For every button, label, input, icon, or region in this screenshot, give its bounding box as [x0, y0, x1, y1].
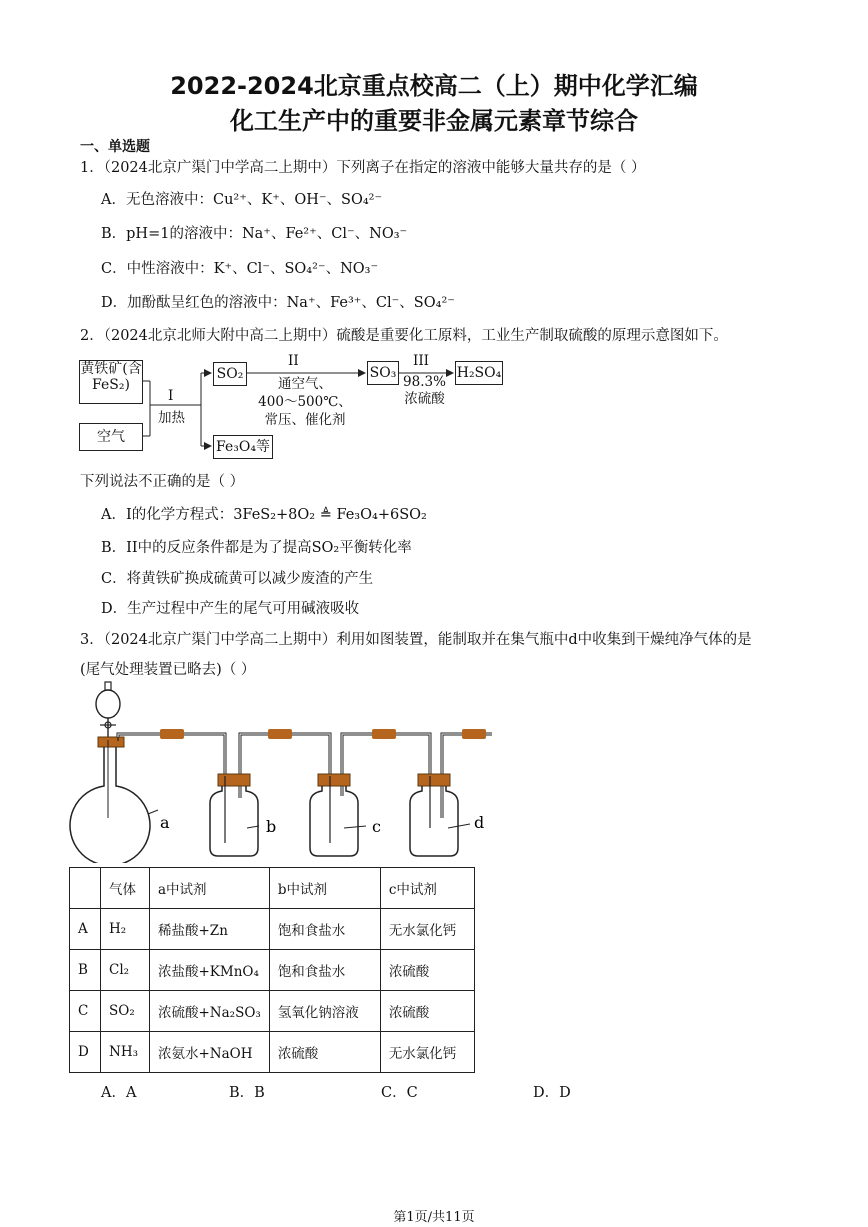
q1-option-b: B．pH=1的溶液中：Na⁺、Fe²⁺、Cl⁻、NO₃⁻ — [101, 226, 408, 242]
air-label: 空气 — [97, 429, 125, 445]
round-bottom-flask-a-icon — [70, 733, 158, 863]
q1-option-d: D．加酚酞呈红色的溶液中：Na⁺、Fe³⁺、Cl⁻、SO₄²⁻ — [101, 295, 455, 311]
table-cell: D — [70, 1032, 101, 1073]
table-cell: 浓硫酸 — [380, 991, 474, 1032]
table-cell: 氢氧化钠溶液 — [269, 991, 380, 1032]
table-cell: 饱和食盐水 — [269, 950, 380, 991]
table-header-cell: c中试剂 — [380, 868, 474, 909]
table-cell: 浓氨水+NaOH — [150, 1032, 270, 1073]
q2-stem: 2．（2024北京北师大附中高二上期中）硫酸是重要化工原料，工业生产制取硫酸的原理示意图如下。 — [80, 328, 728, 344]
q3-stem-line-2: (尾气处理装置已略去)（ ） — [80, 662, 256, 678]
step-1-condition: 加热 — [158, 410, 185, 426]
step-1-number: I — [168, 388, 174, 404]
table-header-cell: 气体 — [101, 868, 150, 909]
air-box — [79, 423, 143, 451]
table-cell: B — [70, 950, 101, 991]
q2-option-b: B．II中的反应条件都是为了提高SO₂平衡转化率 — [101, 540, 412, 556]
q1-option-a: A．无色溶液中：Cu²⁺、K⁺、OH⁻、SO₄²⁻ — [101, 192, 383, 208]
table-cell: 饱和食盐水 — [269, 909, 380, 950]
table-cell: 浓硫酸 — [269, 1032, 380, 1073]
so2-label: SO₂ — [216, 366, 244, 382]
table-cell: SO₂ — [101, 991, 150, 1032]
section-heading: 一、单选题 — [80, 139, 150, 155]
ore-label: 黄铁矿(含FeS₂) — [80, 361, 142, 394]
fe3o4-box — [213, 435, 273, 459]
q1-option-c: C．中性溶液中：K⁺、Cl⁻、SO₄²⁻、NO₃⁻ — [101, 261, 379, 277]
table-cell: H₂ — [101, 909, 150, 950]
table-cell: Cl₂ — [101, 950, 150, 991]
table-cell: A — [70, 909, 101, 950]
q2-option-d: D．生产过程中产生的尾气可用碱液吸收 — [101, 601, 360, 617]
gas-bottle-c-icon — [310, 774, 366, 856]
step-3-condition-1: 98.3% — [403, 374, 446, 390]
table-header-cell — [70, 868, 101, 909]
q3-stem-line-1: 3．（2024北京广渠门中学高二上期中）利用如图装置，能制取并在集气瓶中d中收集到干燥纯净气体的是 — [80, 632, 752, 648]
label-d: d — [474, 813, 485, 832]
page-footer: 第1页/共11页 — [393, 1210, 475, 1225]
table-row — [70, 909, 475, 950]
h2so4-box — [455, 361, 503, 385]
so3-box — [367, 361, 399, 385]
table-cell: 无水氯化钙 — [380, 909, 474, 950]
table-cell: NH₃ — [101, 1032, 150, 1073]
label-c: c — [372, 817, 381, 836]
table-cell: 浓硫酸 — [380, 950, 474, 991]
step-2-number: II — [288, 353, 299, 369]
table-cell: 浓硫酸+Na₂SO₃ — [150, 991, 270, 1032]
ore-box — [79, 360, 143, 404]
table-row — [70, 950, 475, 991]
step-2-condition-3: 常压、催化剂 — [264, 412, 346, 428]
step-2-condition-2: 400～500℃、 — [258, 394, 352, 410]
step-3-number: III — [413, 353, 429, 369]
h2so4-label: H₂SO₄ — [456, 365, 502, 381]
q2-option-c: C．将黄铁矿换成硫黄可以减少废渣的产生 — [101, 571, 374, 587]
q3-option-c: C．C — [381, 1085, 418, 1101]
reagent-table — [69, 867, 475, 1073]
fe3o4-label: Fe₃O₄等 — [216, 439, 270, 455]
title-line-2: 化工生产中的重要非金属元素章节综合 — [230, 107, 638, 135]
q1-stem: 1．（2024北京广渠门中学高二上期中）下列离子在指定的溶液中能够大量共存的是（ ） — [80, 160, 646, 176]
q3-option-a: A．A — [101, 1085, 137, 1101]
label-b: b — [266, 817, 277, 836]
q2-question: 下列说法不正确的是（ ） — [80, 474, 245, 490]
step-2-condition-1: 通空气、 — [278, 376, 332, 392]
table-cell: 稀盐酸+Zn — [150, 909, 270, 950]
table-row — [70, 991, 475, 1032]
so2-box — [213, 362, 247, 386]
step-3-condition-2: 浓硫酸 — [404, 391, 445, 407]
separatory-funnel-icon — [96, 682, 120, 740]
q3-option-b: B．B — [229, 1085, 265, 1101]
table-header-row — [70, 868, 475, 909]
table-header-cell: b中试剂 — [269, 868, 380, 909]
q3-option-d: D．D — [533, 1085, 571, 1101]
title-line-1: 2022-2024北京重点校高二（上）期中化学汇编 — [170, 72, 698, 100]
table-header-cell: a中试剂 — [150, 868, 270, 909]
so3-label: SO₃ — [369, 365, 397, 381]
label-a: a — [160, 813, 170, 832]
table-cell: C — [70, 991, 101, 1032]
q2-option-a: A．I的化学方程式：3FeS₂+8O₂ ≜ Fe₃O₄+6SO₂ — [101, 507, 427, 523]
gas-bottle-b-icon — [210, 774, 259, 856]
gas-apparatus-diagram — [60, 678, 520, 863]
table-row — [70, 1032, 475, 1073]
gas-bottle-d-icon — [410, 774, 470, 856]
table-cell: 浓盐酸+KMnO₄ — [150, 950, 270, 991]
table-cell: 无水氯化钙 — [380, 1032, 474, 1073]
